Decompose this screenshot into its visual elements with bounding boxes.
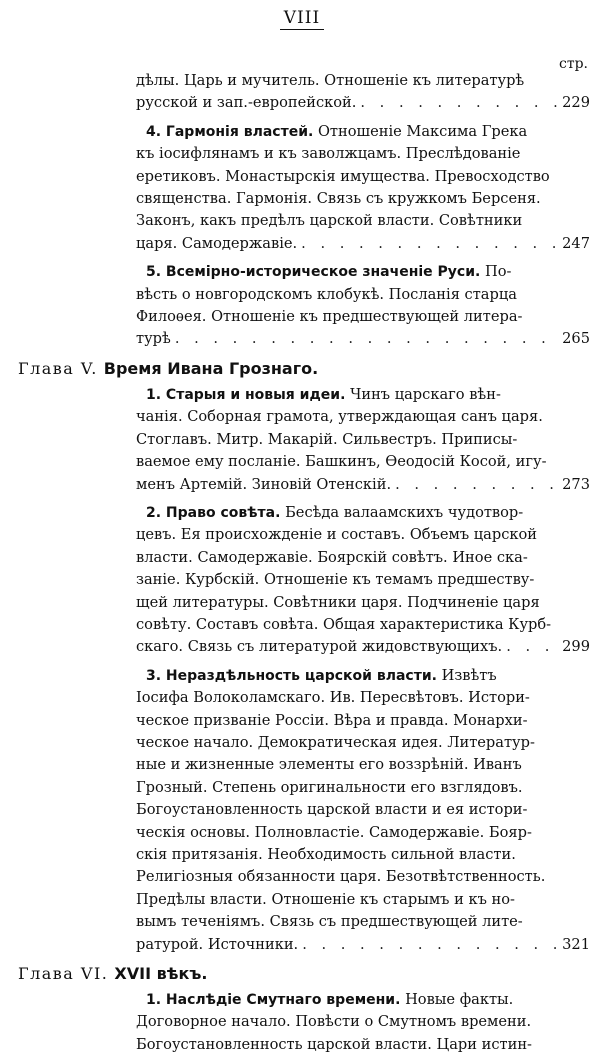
toc-entry (136, 121, 590, 255)
toc-entry (136, 665, 590, 956)
entry-line: Договорное начало. Повѣсти о Смутномъ времени. (136, 1013, 532, 1031)
entry-line: ваемое ему посланіе. Башкинъ, Ѳеодосій Косой, игу- (136, 453, 547, 471)
entry-line: дѣлы. Царь и мучитель. Отношеніе къ литературѣ (136, 72, 525, 89)
entry-line: Богоустановленность царской власти. Цари истин- (136, 1035, 532, 1053)
entry-title: 4. Гармонія властей. (146, 123, 314, 140)
entry-line: вѣсть о новгородскомъ клобукѣ. Посланія старца (136, 285, 517, 303)
entry-line: къ іосифлянамъ и къ заволжцамъ. Преслѣдованіе (136, 145, 521, 163)
entry-title: 1. Старыя и новыя идеи. (146, 386, 346, 403)
dot-leader (302, 934, 558, 956)
entry-title: 1. Наслѣдіе Смутнаго времени. (146, 992, 401, 1009)
entry-line: Религіозныя обязанности царя. Безотвѣтственность. (136, 868, 546, 886)
entry-line: Предѣлы власти. Отношеніе къ старымъ и къ но- (136, 890, 515, 908)
entry-title: 5. Всемірно-историческое значеніе Руси. (146, 264, 481, 281)
entry-line: Филоѳея. Отношеніе къ предшествующей литера- (136, 308, 523, 326)
entry-line: цевъ. Ея происхожденіе и составъ. Объемъ царской (136, 526, 538, 544)
entry-line: По- (485, 263, 512, 281)
entry-line: ческія основы. Полновластіе. Самодержавіе. Бояр- (136, 823, 532, 841)
entry-line: власти. Самодержавіе. Боярскій совѣтъ. Иное ска- (136, 548, 528, 566)
entry-line: священства. Гармонія. Связь съ кружкомъ Берсеня. (136, 190, 541, 208)
entry-line: Стоглавъ. Митр. Макарій. Сильвестръ. Приписы- (136, 430, 518, 448)
entry-line: Бесѣда валаамскихъ чудотвор- (285, 503, 524, 521)
page-number-roman: VIII (280, 8, 324, 30)
chapter-title: XVII вѣкъ. (114, 964, 208, 984)
table-of-contents (0, 70, 604, 1056)
entry-line: скаго. Связь съ литературой жидовствующихъ. (136, 638, 503, 656)
toc-entry (136, 502, 590, 659)
chapter-heading (18, 964, 604, 983)
entry-line: Новые факты. (405, 991, 514, 1009)
entry-line: ратурой. Источники. (136, 935, 299, 953)
entry-last-line (136, 636, 590, 658)
page-column-label: стр. (559, 56, 588, 72)
page-ref: 265 (562, 330, 590, 348)
entry-line: Законъ, какъ предѣлъ царской власти. Совѣтники (136, 212, 523, 230)
dot-leader (360, 92, 558, 114)
toc-entry (136, 384, 590, 496)
entry-line: царя. Самодержавіе. (136, 234, 298, 252)
entry-line: Отношеніе Максима Грека (317, 122, 528, 140)
entry-line: заніе. Курбскій. Отношеніе къ темамъ предшеству- (136, 571, 535, 589)
entry-last-line (136, 934, 590, 956)
entry-line: ные и жизненные элементы его воззрѣній. Иванъ (136, 756, 522, 774)
entry-line: чанія. Соборная грамота, утверждающая санъ царя. (136, 408, 543, 426)
entry-last-line (136, 474, 590, 496)
entry-title: 3. Нераздѣльность царской власти. (146, 667, 437, 684)
page-ref: 229 (562, 94, 590, 112)
entry-line: Богоустановленность царской власти и ея истори- (136, 801, 528, 819)
dot-leader (175, 328, 558, 350)
page-header (0, 8, 604, 30)
entry-last-line (136, 92, 590, 114)
toc-entry (136, 989, 590, 1056)
entry-last-line (136, 233, 590, 255)
toc-entry (136, 261, 590, 351)
page-ref: 247 (562, 234, 590, 252)
entry-line: скія притязанія. Необходимость сильной власти. (136, 846, 516, 863)
toc-entry (136, 70, 590, 115)
chapter-label: Глава V. (18, 358, 98, 378)
entry-line: турѣ (136, 330, 171, 348)
chapter-heading (18, 359, 604, 378)
entry-line: еретиковъ. Монастырскія имущества. Превосходство (136, 167, 550, 185)
chapter-label: Глава VI. (18, 964, 109, 984)
page-ref: 273 (562, 475, 590, 493)
entry-line: совѣту. Составъ совѣта. Общая характеристика Курб- (136, 615, 552, 633)
entry-last-line (136, 328, 590, 350)
entry-line: Іосифа Волоколамскаго. Ив. Пересвѣтовъ. Истори- (136, 689, 530, 707)
entry-line: русской и зап.-европейской. (136, 94, 357, 112)
page-ref: 299 (562, 638, 590, 656)
entry-line: вымъ теченіямъ. Связь съ предшествующей лите- (136, 913, 523, 931)
dot-leader (301, 233, 558, 255)
dot-leader (506, 636, 558, 658)
page-ref: 321 (562, 935, 590, 953)
entry-line: Грозный. Степень оригинальности его взглядовъ. (136, 778, 523, 796)
entry-line: Извѣтъ (441, 666, 497, 684)
entry-line: щей литературы. Совѣтники царя. Подчиненіе царя (136, 593, 540, 611)
dot-leader (395, 474, 558, 496)
entry-line: менъ Артемій. Зиновій Отенскій. (136, 475, 392, 493)
entry-line: ческое призваніе Россіи. Вѣра и правда. Монархи- (136, 711, 528, 729)
chapter-title: Время Ивана Грознаго. (103, 358, 319, 378)
entry-line: Чинъ царскаго вѣн- (350, 385, 501, 403)
entry-line: ческое начало. Демократическая идея. Литератур- (136, 733, 535, 751)
entry-title: 2. Право совѣта. (146, 504, 281, 521)
